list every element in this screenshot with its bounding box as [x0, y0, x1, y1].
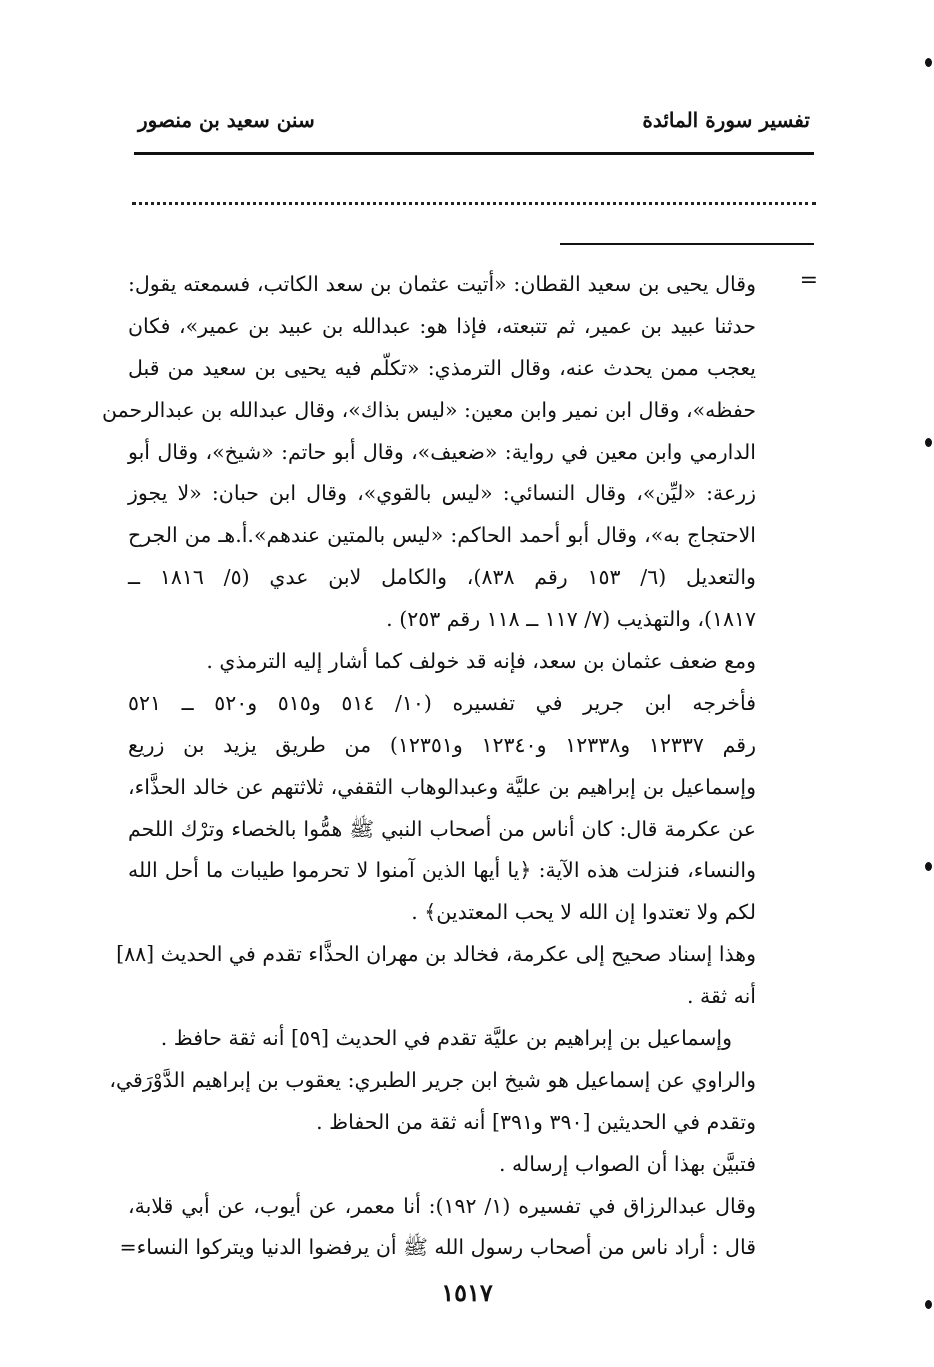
scan-edge-mark	[925, 1300, 932, 1309]
text-line: فتبيَّن بهذا أن الصواب إرساله .	[499, 1151, 756, 1176]
footnote-continuation-mark: =	[799, 268, 818, 293]
text-line: رقم ١٢٣٣٧ و١٢٣٣٨ و١٢٣٤٠ و١٢٣٥١) من طريق يزيد بن زريع	[128, 732, 756, 757]
text-line: وتقدم في الحديثين [٣٩٠ و٣٩١] أنه ثقة من الحفاظ .	[316, 1109, 756, 1134]
text-line: عن عكرمة قال: كان أناس من أصحاب النبي ﷺ همُّوا بالخصاء وترْك اللحم	[128, 816, 756, 841]
text-line: والنساء، فنزلت هذه الآية: ﴿يا أيها الذين آمنوا لا تحرموا طيبات ما أحل الله	[128, 858, 756, 883]
text-line: وإسماعيل بن إبراهيم بن عليَّة وعبدالوهاب الثقفي، ثلاثتهم عن خالد الحذَّاء،	[128, 774, 756, 799]
text-line: والراوي عن إسماعيل هو شيخ ابن جرير الطبري: يعقوب بن إبراهيم الدَّوْرَقي،	[109, 1067, 756, 1092]
footnote-text-block	[102, 264, 757, 1269]
text-line: الاحتجاج به»، وقال أبو أحمد الحاكم: «ليس بالمتين عندهم».أ.هـ من الجرح	[128, 523, 756, 548]
text-line: وقال عبدالرزاق في تفسيره (١/ ١٩٢): أنا معمر، عن أيوب، عن أبي قلابة،	[128, 1193, 756, 1218]
text-line: وهذا إسناد صحيح إلى عكرمة، فخالد بن مهران الحذَّاء تقدم في الحديث [٨٨]	[116, 942, 756, 967]
text-line: والتعديل (٦/ ١٥٣ رقم ٨٣٨)، والكامل لابن عدي (٥/ ١٨١٦ ــ	[128, 565, 756, 590]
scan-edge-mark	[925, 58, 932, 67]
running-header-book-title: سنن سعيد بن منصور	[138, 108, 315, 132]
text-line: قال : أراد ناس من أصحاب رسول الله ﷺ أن يرفضوا الدنيا ويتركوا النساء=	[119, 1235, 756, 1260]
text-line: حفظه»، وقال ابن نمير وابن معين: «ليس بذاك»، وقال عبدالله بن عبدالرحمن	[102, 397, 756, 422]
text-line: الدارمي وابن معين في رواية: «ضعيف»، وقال أبو حاتم: «شيخ»، وقال أبو	[128, 439, 756, 464]
dotted-separator	[132, 202, 816, 205]
page-number: ١٥١٧	[441, 1278, 493, 1307]
text-line: ١٨١٧)، والتهذيب (٧/ ١١٧ ــ ١١٨ رقم ٢٥٣) .	[386, 607, 756, 632]
text-line: ومع ضعف عثمان بن سعد، فإنه قد خولف كما أشار إليه الترمذي .	[206, 649, 756, 674]
scan-edge-mark	[925, 438, 932, 447]
header-rule	[134, 152, 814, 155]
running-header-chapter-title: تفسير سورة المائدة	[642, 108, 810, 132]
text-line: وإسماعيل بن إبراهيم بن عليَّة تقدم في الحديث [٥٩] أنه ثقة حافظ .	[160, 1026, 732, 1051]
text-line: وقال يحيى بن سعيد القطان: «أتيت عثمان بن سعد الكاتب، فسمعته يقول:	[128, 272, 756, 296]
text-line: زرعة: «ليِّن»، وقال النسائي: «ليس بالقوي»، وقال ابن حبان: «لا يجوز	[128, 481, 756, 506]
text-line: يعجب ممن يحدث عنه، وقال الترمذي: «تكلّم فيه يحيى بن سعيد من قبل	[128, 355, 756, 380]
text-line: حدثنا عبيد بن عمير، ثم تتبعته، فإذا هو: عبدالله بن عبيد بن عمير»، فكان	[128, 313, 756, 338]
text-line: لكم ولا تعتدوا إن الله لا يحب المعتدين﴾ .	[411, 900, 756, 925]
text-line: أنه ثقة .	[686, 984, 756, 1009]
text-line: فأخرجه ابن جرير في تفسيره (١٠/ ٥١٤ و٥١٥ و٥٢٠ ــ ٥٢١	[128, 690, 757, 715]
scan-edge-mark	[925, 862, 932, 871]
footnote-rule	[560, 243, 814, 245]
